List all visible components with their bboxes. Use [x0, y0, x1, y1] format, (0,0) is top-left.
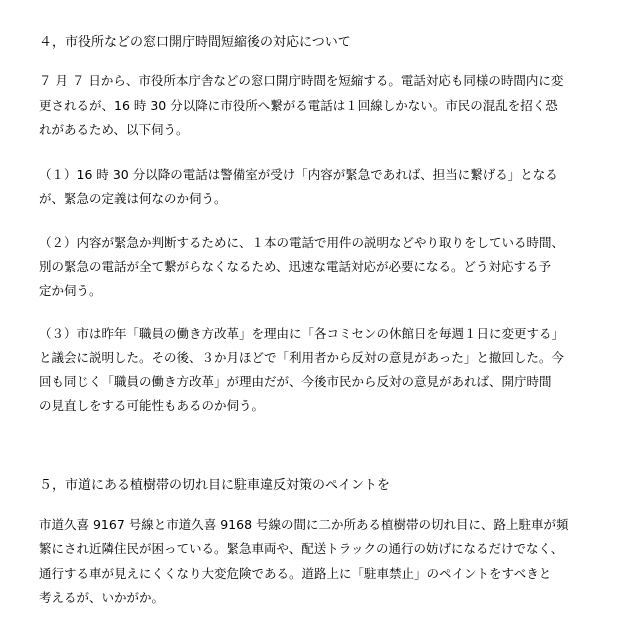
section-5-body-line-1: 市道久喜 9167 号線と市道久喜 9168 号線の間に二か所ある植樹帯の切れ目に、路上駐車が頻	[39, 517, 569, 532]
section-5-heading: ５，市道にある植樹帯の切れ目に駐車違反対策のペイントを	[39, 478, 391, 493]
item-2-line-2: 別の緊急の電話が全て繋がらなくなるため、迅速な電話対応が必要になる。どう対応する予	[39, 259, 552, 274]
section-4-intro-line-1: ７ 月 ７ 日から、市役所本庁舎などの窓口開庁時間を短縮する。電話対応も同様の時間内に変	[39, 73, 564, 88]
item-2-line-1: （２）内容が緊急か判断するために、１本の電話で用件の説明などやり取りをしている時間、	[39, 235, 565, 250]
section-5-body-line-3: 通行する車が見えにくくなり大変危険である。道路上に「駐車禁止」のペイントをすべきと	[39, 566, 552, 581]
section-4-heading: ４，市役所などの窓口開庁時間短縮後の対応について	[39, 35, 351, 50]
item-3-line-3: 回も同じく「職員の働き方改革」が理由だが、今後市民から反対の意見があれば、開庁時間	[39, 374, 552, 389]
item-1-line-1: （１）16 時 30 分以降の電話は警備室が受け「内容が緊急であれば、担当に繋げる」となる	[39, 167, 558, 182]
item-3-line-2: と議会に説明した。その後、３か月ほどで「利用者から反対の意見があった」と撤回した。今	[39, 350, 564, 365]
item-3-line-4: の見直しをする可能性もあるのか伺う。	[39, 398, 265, 413]
item-1-line-2: が、緊急の定義は何なのか伺う。	[39, 191, 227, 206]
item-3-line-1: （３）市は昨年「職員の働き方改革」を理由に「各コミセンの休館日を毎週１日に変更する」	[39, 326, 565, 341]
section-5-body-line-2: 繁にされ近隣住民が困っている。緊急車両や、配送トラックの通行の妨げになるだけでなく、	[39, 541, 564, 556]
section-4-intro-line-3: れがあるため、以下伺う。	[39, 122, 189, 137]
section-4-intro-line-2: 更されるが、16 時 30 分以降に市役所へ繋がる電話は１回線しかない。市民の混乱を招く恐	[39, 98, 558, 113]
section-5-body-line-4: 考えるが、いかがか。	[39, 590, 165, 605]
item-2-line-3: 定か伺う。	[39, 283, 102, 298]
